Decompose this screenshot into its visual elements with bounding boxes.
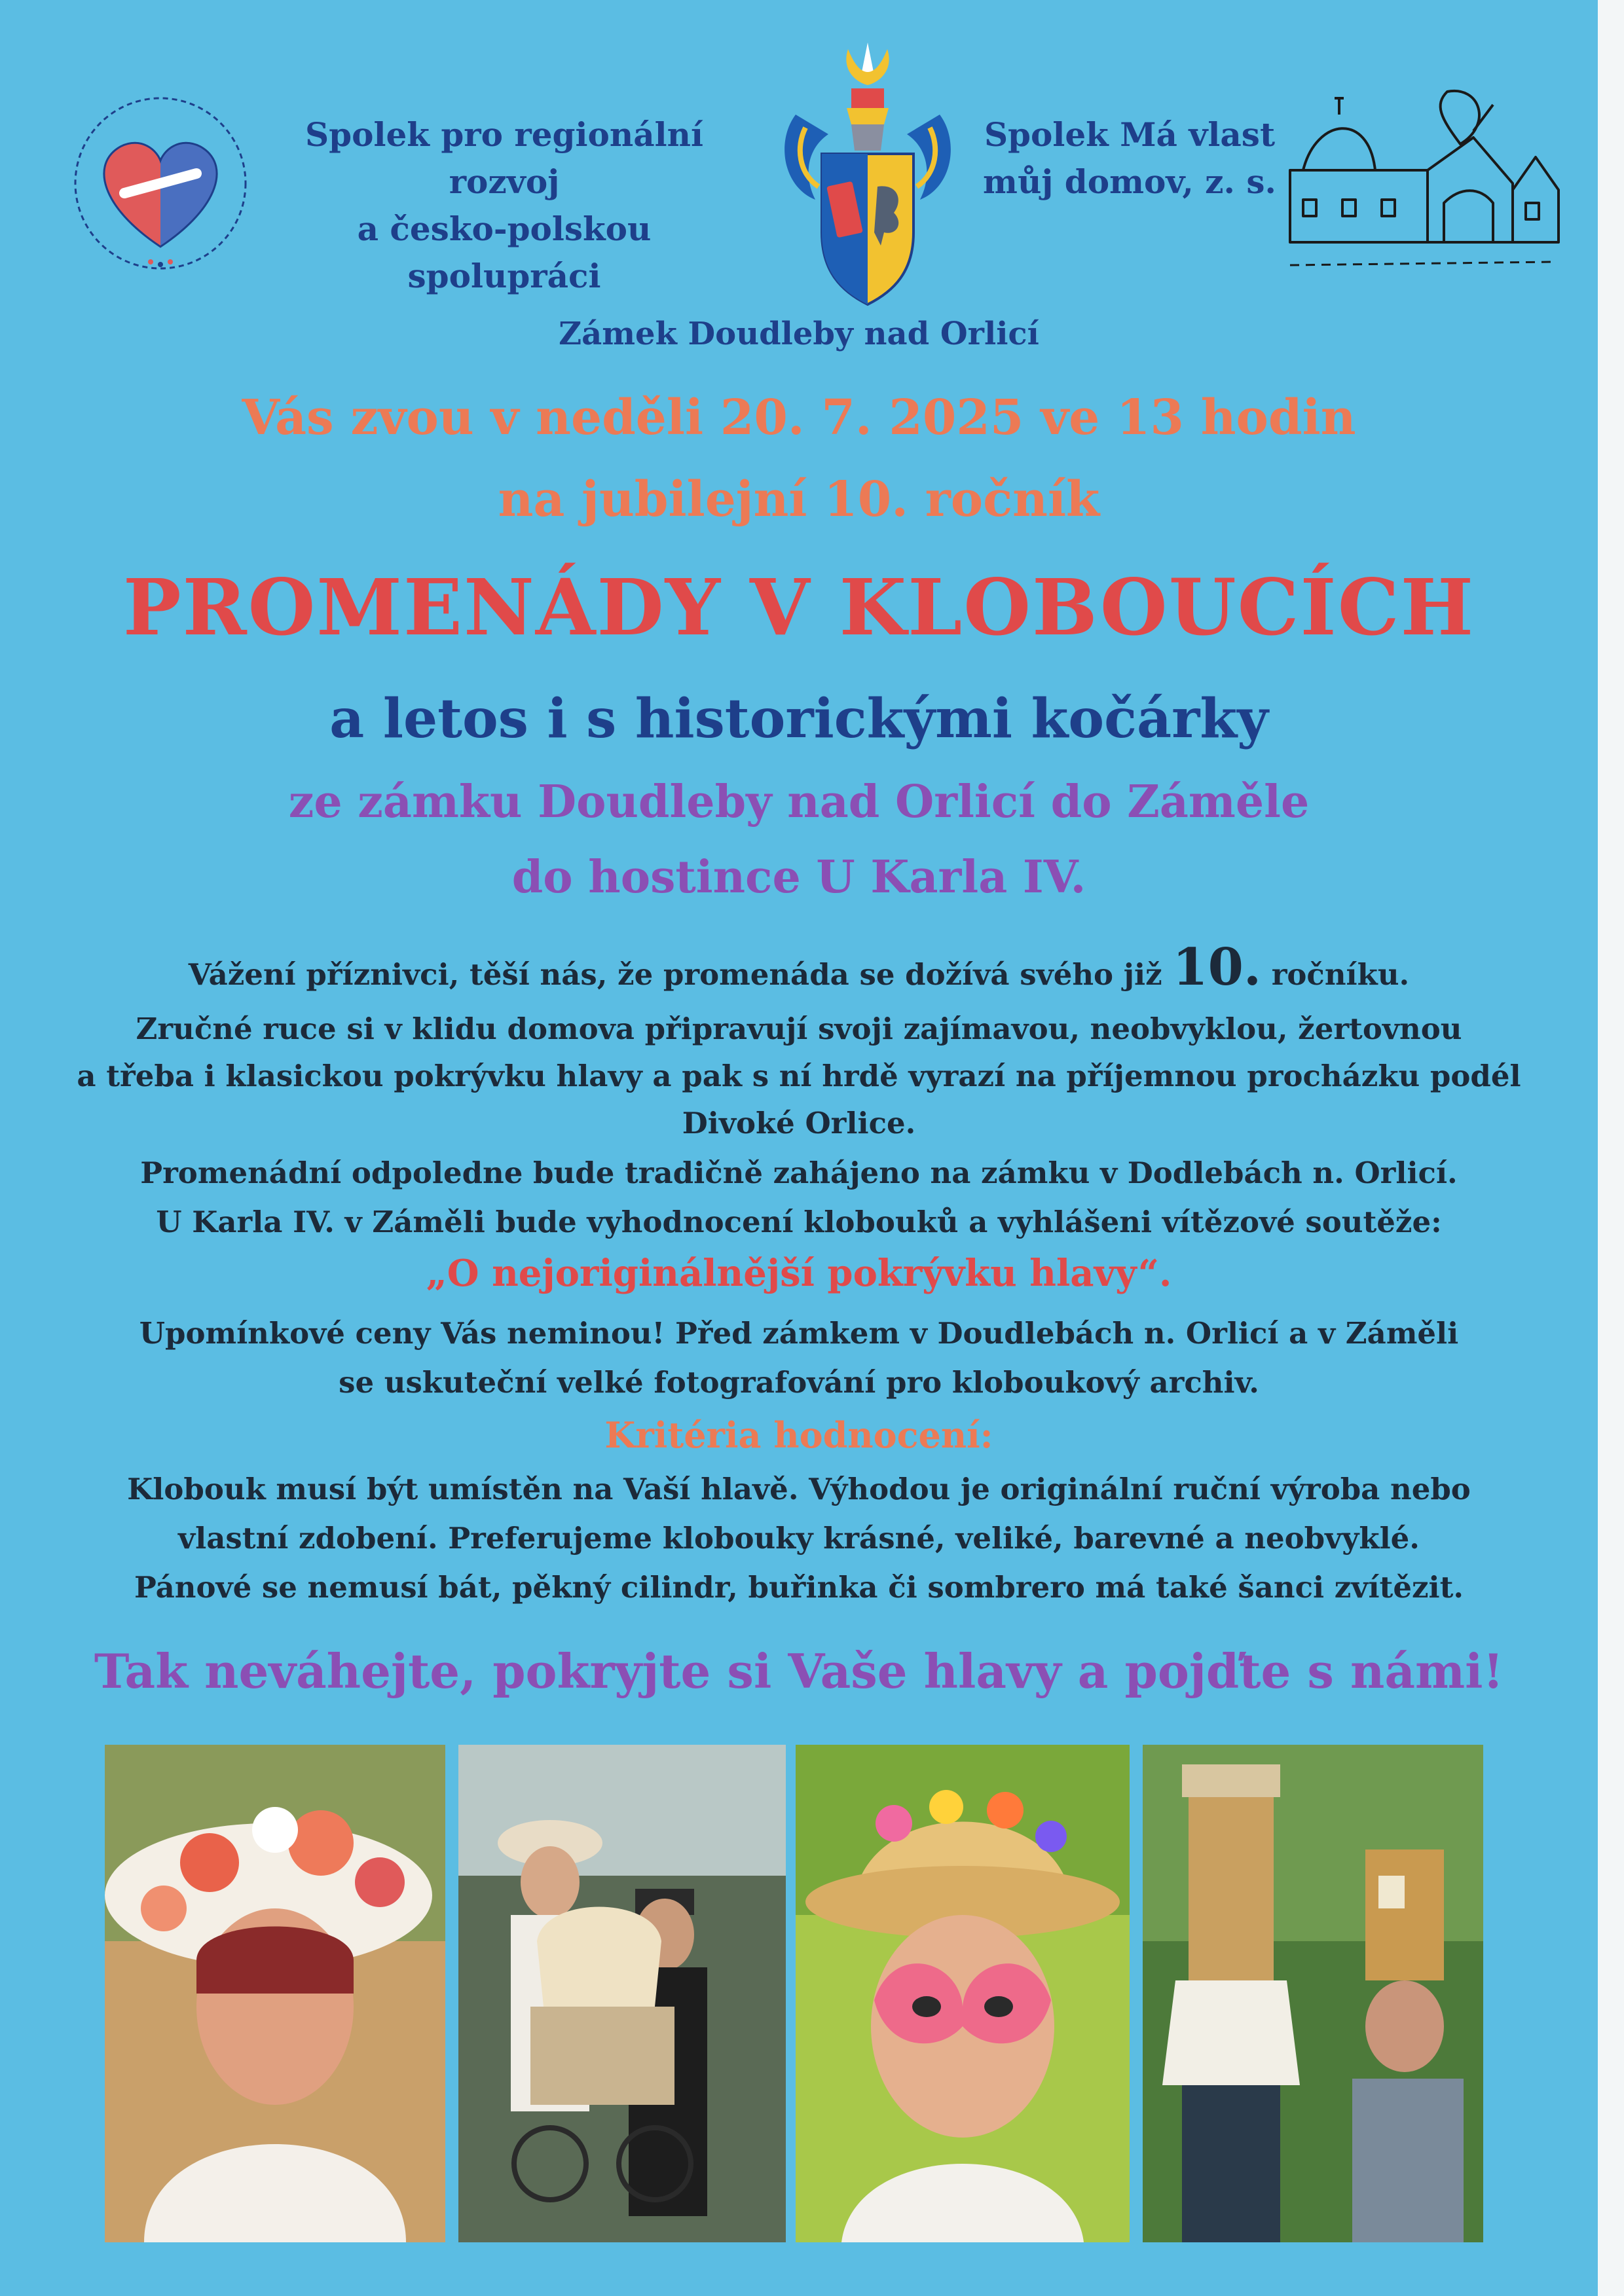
- body-line: Divoké Orlice.: [682, 1106, 916, 1140]
- house-sketch-logo: [1277, 79, 1565, 275]
- edition-number: 10.: [1172, 938, 1262, 997]
- photo-butterfly-mask: [796, 1745, 1130, 2242]
- criteria-line: Pánové se nemusí bát, pěkný cilindr, buřinka či sombrero má také šanci zvítězit.: [134, 1570, 1464, 1605]
- org-right-line1: Spolek Má vlast: [984, 115, 1276, 154]
- body-line: U Karla IV. v Záměli bude vyhodnocení klobouků a vyhlášeni vítězové soutěže:: [156, 1205, 1442, 1239]
- invitation-date-line: Vás zvou v neděli 20. 7. 2025 ve 13 hodin: [242, 390, 1356, 446]
- criteria-heading: Kritéria hodnocení:: [604, 1414, 993, 1456]
- competition-name: „O nejoriginálnější pokrývku hlavy“.: [426, 1252, 1172, 1295]
- greeting-paragraph: [0, 938, 1598, 997]
- castle-name: Zámek Doudleby nad Orlicí: [559, 316, 1039, 352]
- body-line: Promenádní odpoledne bude tradičně zahájeno na zámku v Dodlebách n. Orlicí.: [140, 1156, 1458, 1190]
- route-line2: do hostince U Karla IV.: [511, 851, 1086, 903]
- event-title: PROMENÁDY V KLOBOUCÍCH: [122, 562, 1475, 653]
- body-line: Zručné ruce si v klidu domova připravují svoji zajímavou, neobvyklou, žertovnou: [136, 1011, 1462, 1046]
- greeting-text-start: Vážení příznivci, těší nás, že promenáda se dožívá svého již: [188, 957, 1173, 992]
- criteria-line: vlastní zdobení. Preferujeme klobouky krásné, veliké, barevné a neobvyklé.: [178, 1521, 1420, 1556]
- handshake-heart-logo: [62, 85, 259, 282]
- event-subtitle: a letos i s historickými kočárky: [329, 687, 1268, 750]
- photo-woman-flower-hat: [105, 1745, 445, 2242]
- org-left-line2: a česko-polskou spolupráci: [357, 210, 652, 295]
- body-line: Upomínkové ceny Vás neminou! Před zámkem v Doudlebách n. Orlicí a v Záměli: [139, 1316, 1459, 1351]
- org-right-line2: můj domov, z. s.: [983, 162, 1276, 201]
- photo-women-pram: [458, 1745, 786, 2242]
- org-right-name: [959, 111, 1300, 206]
- body-line: se uskuteční velké fotografování pro kloboukový archiv.: [339, 1365, 1259, 1400]
- coat-of-arms-icon: [769, 36, 966, 318]
- route-line1: ze zámku Doudleby nad Orlicí do Záměle: [288, 776, 1310, 828]
- criteria-line: Klobouk musí být umístěn na Vaší hlavě. Výhodou je originální ruční výroba nebo: [127, 1472, 1471, 1506]
- invitation-edition-line: na jubilejní 10. ročník: [498, 471, 1100, 528]
- org-left-name: [262, 111, 747, 300]
- photo-tall-hats: [1143, 1745, 1483, 2242]
- scan-edge: [1598, 0, 1624, 2296]
- greeting-text-end: ročníku.: [1261, 957, 1410, 992]
- body-line: a třeba i klasickou pokrývku hlavy a pak s ní hrdě vyrazí na příjemnou procházku podél: [77, 1059, 1521, 1093]
- closing-call: Tak neváhejte, pokryjte si Vaše hlavy a pojďte s námi!: [94, 1643, 1504, 1699]
- org-left-line1: Spolek pro regionální rozvoj: [305, 115, 703, 201]
